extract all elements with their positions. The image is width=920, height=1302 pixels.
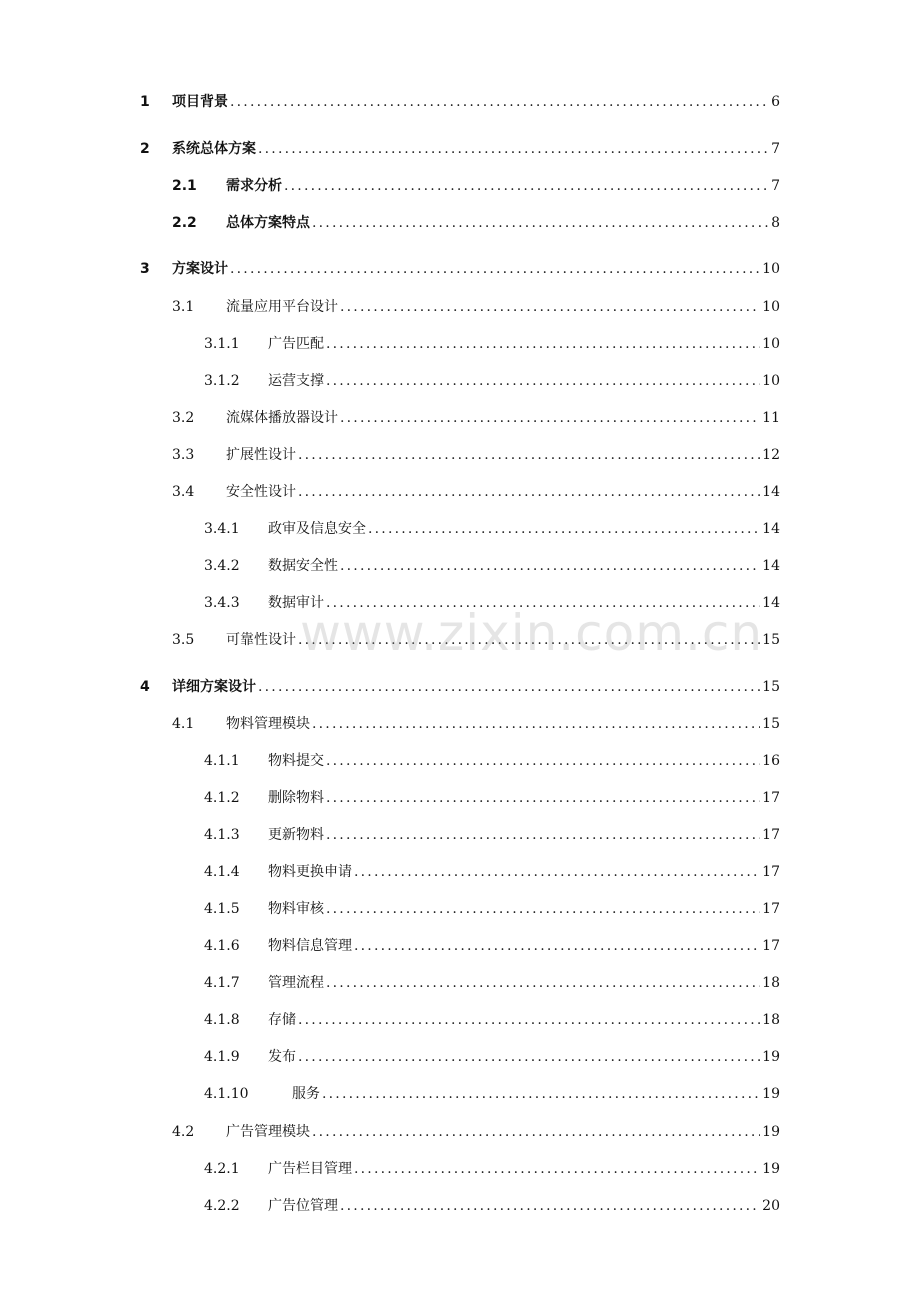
toc-page-number: 16	[762, 753, 780, 769]
toc-page-number: 15	[762, 679, 780, 695]
toc-title: 详细方案设计	[172, 679, 256, 695]
toc-title: 物料管理模块	[226, 716, 310, 732]
toc-leader	[326, 373, 760, 389]
toc-entry[interactable]	[204, 935, 780, 957]
toc-number: 3.1	[172, 299, 195, 315]
toc-page-number: 10	[762, 336, 780, 352]
toc-page-number: 18	[762, 975, 780, 991]
toc-entry[interactable]	[172, 629, 780, 651]
toc-page-number: 17	[762, 938, 780, 954]
toc-leader	[230, 261, 760, 277]
toc-title: 服务	[292, 1086, 320, 1102]
toc-page-number: 17	[762, 827, 780, 843]
toc-page-number: 6	[771, 94, 780, 110]
toc-entry[interactable]	[140, 91, 780, 113]
toc-number: 4.1.3	[204, 827, 240, 843]
toc-entry[interactable]	[204, 592, 780, 614]
toc-number: 3.4.2	[204, 558, 240, 574]
toc-entry[interactable]	[204, 518, 780, 540]
toc-page-number: 19	[762, 1049, 780, 1065]
toc-entry[interactable]	[140, 676, 780, 698]
toc-entry[interactable]	[140, 258, 780, 280]
toc-title: 流量应用平台设计	[226, 299, 338, 315]
toc-number: 1	[140, 94, 150, 110]
toc-leader	[312, 1124, 760, 1140]
toc-number: 3.5	[172, 632, 195, 648]
toc-title: 扩展性设计	[226, 447, 296, 463]
watermark: www.zixin.com.cn	[300, 604, 764, 662]
toc-leader	[368, 521, 760, 537]
toc-page-number: 18	[762, 1012, 780, 1028]
toc-number: 4.1.4	[204, 864, 240, 880]
toc-page-number: 19	[762, 1124, 780, 1140]
toc-title: 物料更换申请	[268, 864, 352, 880]
toc-number: 4.2	[172, 1124, 195, 1140]
toc-leader	[298, 447, 760, 463]
toc-entry[interactable]	[204, 1195, 780, 1217]
toc-page-number: 7	[771, 178, 780, 194]
toc-entry[interactable]	[172, 296, 780, 318]
toc-page-number: 19	[762, 1161, 780, 1177]
toc-page-number: 11	[762, 410, 780, 426]
toc-entry[interactable]	[204, 1083, 780, 1105]
toc-entry[interactable]	[172, 175, 780, 197]
toc-title: 广告栏目管理	[268, 1161, 352, 1177]
toc-entry[interactable]	[204, 787, 780, 809]
toc-page-number: 15	[762, 632, 780, 648]
toc-page-number: 17	[762, 790, 780, 806]
toc-title: 流媒体播放器设计	[226, 410, 338, 426]
toc-entry[interactable]	[172, 444, 780, 466]
toc-leader	[354, 864, 760, 880]
toc-page-number: 12	[762, 447, 780, 463]
toc-title: 物料提交	[268, 753, 324, 769]
toc-page-number: 8	[771, 215, 780, 231]
toc-page-number: 14	[762, 521, 780, 537]
toc-entry[interactable]	[204, 898, 780, 920]
toc-title: 更新物料	[268, 827, 324, 843]
toc-number: 4.1.2	[204, 790, 240, 806]
toc-number: 3	[140, 261, 150, 277]
toc-leader	[258, 679, 760, 695]
toc-entry[interactable]	[204, 972, 780, 994]
toc-leader	[312, 215, 769, 231]
toc-title: 项目背景	[172, 94, 228, 110]
toc-leader	[340, 1198, 760, 1214]
toc-page-number: 17	[762, 901, 780, 917]
toc-leader	[354, 938, 760, 954]
toc-leader	[326, 595, 760, 611]
toc-page-number: 7	[771, 141, 780, 157]
toc-number: 4.1.8	[204, 1012, 240, 1028]
toc-title: 物料信息管理	[268, 938, 352, 954]
toc-number: 3.3	[172, 447, 195, 463]
toc-title: 安全性设计	[226, 484, 296, 500]
toc-title: 数据审计	[268, 595, 324, 611]
toc-leader	[340, 558, 760, 574]
toc-leader	[340, 410, 760, 426]
toc-entry[interactable]	[172, 713, 780, 735]
toc-leader	[326, 901, 760, 917]
toc-entry[interactable]	[204, 333, 780, 355]
toc-leader	[326, 753, 760, 769]
toc-page-number: 10	[762, 261, 780, 277]
toc-page-number: 17	[762, 864, 780, 880]
toc-number: 4.1.10	[204, 1086, 249, 1102]
toc-number: 2	[140, 141, 150, 157]
toc-entry[interactable]	[172, 481, 780, 503]
toc-title: 物料审核	[268, 901, 324, 917]
toc-number: 4.1.1	[204, 753, 240, 769]
toc-leader	[322, 1086, 760, 1102]
toc-leader	[326, 336, 760, 352]
toc-page-number: 10	[762, 373, 780, 389]
toc-page-number: 14	[762, 558, 780, 574]
toc-entry[interactable]	[172, 212, 780, 234]
toc-title: 可靠性设计	[226, 632, 296, 648]
toc-title: 广告匹配	[268, 336, 324, 352]
toc-number: 3.2	[172, 410, 195, 426]
toc-title: 广告位管理	[268, 1198, 338, 1214]
toc-title: 管理流程	[268, 975, 324, 991]
toc-page-number: 19	[762, 1086, 780, 1102]
toc-title: 总体方案特点	[226, 215, 310, 231]
toc-number: 4.1.5	[204, 901, 240, 917]
toc-number: 4.1.7	[204, 975, 240, 991]
toc-leader	[354, 1161, 760, 1177]
toc-page-number: 14	[762, 595, 780, 611]
toc-leader	[298, 632, 760, 648]
toc-entry[interactable]	[204, 1009, 780, 1031]
toc-page-number: 14	[762, 484, 780, 500]
toc-title: 删除物料	[268, 790, 324, 806]
toc-entry[interactable]	[204, 1046, 780, 1068]
toc-leader	[298, 1012, 760, 1028]
toc-entry[interactable]	[204, 750, 780, 772]
toc-leader	[326, 790, 760, 806]
toc-title: 需求分析	[226, 178, 282, 194]
toc-number: 4.1	[172, 716, 195, 732]
toc-title: 方案设计	[172, 261, 228, 277]
toc-title: 数据安全性	[268, 558, 338, 574]
toc-number: 4.2.2	[204, 1198, 240, 1214]
toc-entry[interactable]	[140, 138, 780, 160]
toc-leader	[340, 299, 760, 315]
toc-number: 4	[140, 679, 150, 695]
toc-number: 2.1	[172, 178, 197, 194]
toc-leader	[312, 716, 760, 732]
toc-entry[interactable]	[204, 824, 780, 846]
toc-number: 4.1.6	[204, 938, 240, 954]
toc-leader	[326, 827, 760, 843]
toc-number: 3.4.3	[204, 595, 240, 611]
toc-leader	[258, 141, 769, 157]
toc-entry[interactable]	[172, 1121, 780, 1143]
toc-number: 3.1.2	[204, 373, 240, 389]
toc-number: 3.1.1	[204, 336, 240, 352]
toc-leader	[230, 94, 769, 110]
toc-title: 政审及信息安全	[268, 521, 366, 537]
toc-number: 4.1.9	[204, 1049, 240, 1065]
toc-number: 4.2.1	[204, 1161, 240, 1177]
toc-entry[interactable]	[204, 370, 780, 392]
toc-leader	[326, 975, 760, 991]
toc-title: 发布	[268, 1049, 296, 1065]
toc-title: 系统总体方案	[172, 141, 256, 157]
toc-leader	[284, 178, 769, 194]
toc-number: 3.4.1	[204, 521, 240, 537]
toc-title: 运营支撑	[268, 373, 324, 389]
toc-entry[interactable]	[172, 407, 780, 429]
toc-page-number: 15	[762, 716, 780, 732]
toc-entry[interactable]	[204, 861, 780, 883]
toc-title: 广告管理模块	[226, 1124, 310, 1140]
toc-entry[interactable]	[204, 555, 780, 577]
toc-entry[interactable]	[204, 1158, 780, 1180]
toc-leader	[298, 1049, 760, 1065]
toc-page-number: 10	[762, 299, 780, 315]
toc-leader	[298, 484, 760, 500]
toc-page-number: 20	[762, 1198, 780, 1214]
toc-number: 3.4	[172, 484, 195, 500]
toc-title: 存储	[268, 1012, 296, 1028]
toc-number: 2.2	[172, 215, 197, 231]
